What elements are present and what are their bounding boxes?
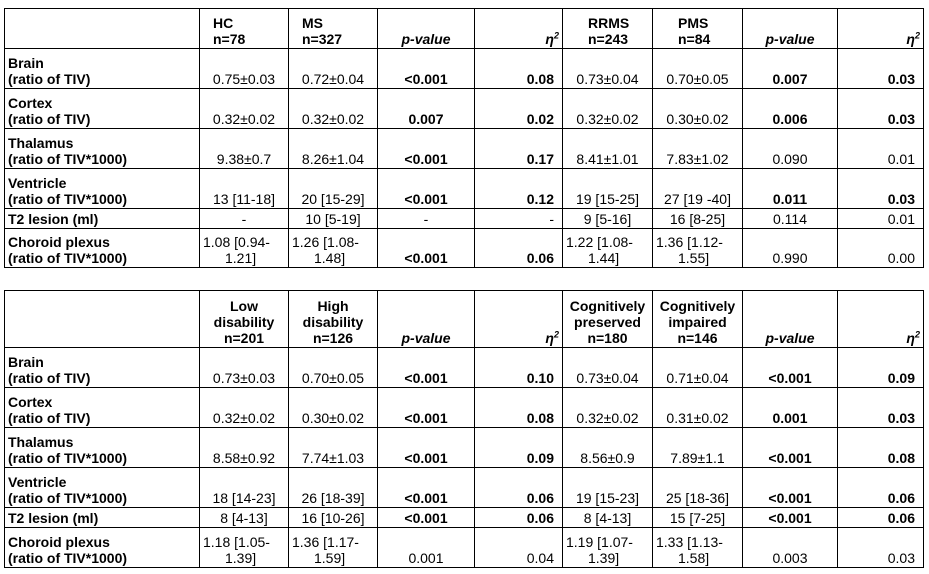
cell-text-line: 0.32±0.02 (576, 410, 639, 426)
cell-eta (838, 89, 924, 129)
row-label-title: Brain (8, 354, 44, 370)
cell-eta (475, 468, 563, 508)
cell-eta (475, 388, 563, 428)
cell-p-value (378, 49, 475, 89)
header-cognitively-impaired: Cognitively impaired n=146 (653, 291, 743, 348)
cell-text-line: 1.39] (588, 550, 620, 566)
cell-group-d (653, 428, 743, 468)
cell-text-line: - (423, 211, 429, 227)
row-label-title: Cortex (8, 95, 53, 111)
row-label-unit: (ratio of TIV*1000) (8, 450, 128, 466)
cell-eta (475, 209, 563, 229)
row-label-unit: (ratio of TIV*1000) (8, 191, 128, 207)
cell-group-d (653, 229, 743, 268)
cell-group-b (289, 428, 378, 468)
cell-text-line: 0.03 (887, 550, 915, 566)
cell-text-line: 1.18 [1.05- (203, 534, 270, 550)
table-row (5, 388, 924, 428)
cell-text-line: <0.001 (404, 450, 448, 466)
cell-text-line: 0.70±0.05 (301, 370, 365, 386)
cell-text-line: 19 [15-23] (575, 490, 640, 506)
cell-text-line: 0.01 (887, 151, 915, 167)
cell-text-line: 7.74±1.03 (301, 450, 365, 466)
cell-text-line: 0.09 (526, 450, 554, 466)
cell-group-a (200, 229, 289, 268)
cell-text-line: 0.70±0.05 (666, 71, 729, 87)
cell-group-c (563, 468, 653, 508)
cell-text-line: 0.32±0.02 (301, 111, 365, 127)
cell-p-value (378, 528, 475, 568)
cell-text-line: 0.72±0.04 (301, 71, 365, 87)
cell-text-line: 0.03 (887, 71, 915, 87)
cell-text-line: 8.56±0.9 (580, 450, 635, 466)
cell-eta (475, 169, 563, 209)
cell-text-line: 0.011 (772, 191, 808, 207)
cell-text-line: 1.36 [1.17- (292, 534, 359, 550)
cell-group-c (563, 388, 653, 428)
cell-eta (838, 49, 924, 89)
cell-p-value (378, 428, 475, 468)
cell-text-line: <0.001 (404, 490, 448, 506)
cell-group-c (563, 508, 653, 528)
cell-group-b (289, 49, 378, 89)
cell-text-line: 0.30±0.02 (301, 410, 365, 426)
cell-eta (475, 89, 563, 129)
cell-p-value (743, 508, 838, 528)
cell-group-c (563, 49, 653, 89)
header-corner-cell (5, 291, 200, 348)
cell-text-line: 0.71±0.04 (666, 370, 729, 386)
cell-text-line: 27 [19 -40] (664, 191, 731, 207)
cell-text-line: <0.001 (768, 490, 812, 506)
header-eta: $\eta^2$ (838, 9, 924, 49)
cell-text-line: 1.08 [0.94- (203, 234, 270, 250)
cell-eta (838, 209, 924, 229)
cell-p-value (743, 528, 838, 568)
cell-p-value (743, 229, 838, 268)
cell-group-a (200, 388, 289, 428)
cell-text-line: 1.21] (225, 250, 257, 266)
cell-eta (475, 428, 563, 468)
cell-text-line: 1.58] (678, 550, 710, 566)
cell-group-b (289, 229, 378, 268)
cell-text-line: 7.83±1.02 (666, 151, 729, 167)
row-label-title: Thalamus (8, 434, 74, 450)
cell-p-value (743, 468, 838, 508)
row-label-unit: (ratio of TIV*1000) (8, 550, 128, 566)
cell-text-line: 0.08 (526, 410, 554, 426)
cell-p-value (743, 428, 838, 468)
cell-group-b (289, 209, 378, 229)
cell-eta (838, 528, 924, 568)
table-row (5, 169, 924, 209)
cell-text-line: - (549, 211, 554, 227)
cell-group-c (563, 209, 653, 229)
row-label (5, 89, 200, 129)
row-label-title: Ventricle (8, 474, 67, 490)
row-label-title: Cortex (8, 394, 53, 410)
header-low-disability: Low disability n=201 (200, 291, 289, 348)
cell-text-line: 0.007 (772, 71, 808, 87)
cell-text-line: 1.26 [1.08- (292, 234, 359, 250)
cell-text-line: <0.001 (404, 370, 448, 386)
cell-text-line: 0.30±0.02 (666, 111, 729, 127)
cell-p-value (378, 229, 475, 268)
cell-group-d (653, 89, 743, 129)
table-row (5, 348, 924, 388)
cell-p-value (378, 129, 475, 169)
cell-text-line: 0.03 (887, 191, 915, 207)
row-label-unit: (ratio of TIV) (8, 410, 91, 426)
cell-text-line: 0.001 (408, 550, 444, 566)
comparison-table-disability-cognition (4, 290, 924, 568)
header-eta: $\eta^2$ (838, 291, 924, 348)
table-row (5, 209, 924, 229)
cell-text-line: 19 [15-25] (575, 191, 640, 207)
row-label-title: Ventricle (8, 175, 67, 191)
cell-text-line: 25 [18-36] (665, 490, 730, 506)
cell-text-line: <0.001 (404, 410, 448, 426)
cell-text-line: 20 [15-29] (301, 191, 365, 207)
cell-text-line: 1.33 [1.13- (656, 534, 723, 550)
cell-text-line: 0.090 (772, 151, 808, 167)
row-label (5, 528, 200, 568)
cell-p-value (378, 508, 475, 528)
cell-group-b (289, 468, 378, 508)
cell-text-line: <0.001 (404, 510, 448, 526)
cell-group-b (289, 528, 378, 568)
row-label-title: Thalamus (8, 135, 74, 151)
row-label (5, 348, 200, 388)
header-pms: PMS n=84 (653, 9, 743, 49)
header-p-value: p-value (743, 9, 838, 49)
cell-text-line: 0.003 (772, 550, 808, 566)
cell-group-a (200, 129, 289, 169)
cell-text-line: 1.36 [1.12- (656, 234, 723, 250)
table-row (5, 508, 924, 528)
cell-text-line: 0.02 (526, 111, 554, 127)
header-eta: $\eta^2$ (475, 9, 563, 49)
cell-group-d (653, 49, 743, 89)
cell-eta (475, 129, 563, 169)
cell-text-line: 0.32±0.02 (212, 410, 276, 426)
cell-text-line: 0.06 (526, 490, 554, 506)
header-rrms: RRMS n=243 (563, 9, 653, 49)
cell-p-value (378, 388, 475, 428)
header-row (5, 9, 924, 49)
row-label (5, 129, 200, 169)
header-p-value: p-value (743, 291, 838, 348)
cell-group-a (200, 528, 289, 568)
row-label-title: T2 lesion (ml) (8, 211, 99, 227)
cell-text-line: 0.06 (526, 510, 554, 526)
cell-group-c (563, 528, 653, 568)
cell-text-line: 10 [5-19] (305, 211, 361, 227)
cell-text-line: 0.08 (526, 71, 554, 87)
row-label-unit: (ratio of TIV*1000) (8, 151, 128, 167)
cell-eta (475, 229, 563, 268)
table-row (5, 468, 924, 508)
cell-p-value (743, 209, 838, 229)
cell-eta (838, 508, 924, 528)
cell-group-d (653, 348, 743, 388)
cell-text-line: 7.89±1.1 (670, 450, 725, 466)
cell-text-line: 26 [18-39] (301, 490, 365, 506)
header-eta: $\eta^2$ (475, 291, 563, 348)
cell-text-line: 13 [11-18] (212, 191, 275, 207)
row-label-title: Brain (8, 55, 44, 71)
cell-text-line: 0.73±0.04 (576, 71, 639, 87)
cell-p-value (743, 388, 838, 428)
row-label (5, 508, 200, 528)
table-row (5, 89, 924, 129)
cell-group-a (200, 508, 289, 528)
cell-group-c (563, 129, 653, 169)
cell-group-a (200, 209, 289, 229)
cell-p-value (743, 348, 838, 388)
header-row (5, 291, 924, 348)
cell-eta (838, 468, 924, 508)
cell-group-a (200, 468, 289, 508)
cell-text-line: 1.39] (225, 550, 257, 566)
cell-text-line: 0.10 (526, 370, 554, 386)
cell-text-line: 0.04 (526, 550, 554, 566)
cell-text-line: <0.001 (768, 370, 812, 386)
cell-text-line: 0.007 (408, 111, 444, 127)
row-label-unit: (ratio of TIV*1000) (8, 250, 128, 266)
cell-eta (475, 508, 563, 528)
cell-p-value (378, 169, 475, 209)
cell-text-line: 1.48] (314, 250, 346, 266)
cell-text-line: 0.00 (887, 250, 915, 266)
cell-text-line: 1.44] (588, 250, 620, 266)
cell-text-line: 0.09 (887, 370, 915, 386)
cell-group-a (200, 49, 289, 89)
row-label-unit: (ratio of TIV) (8, 370, 91, 386)
cell-text-line: 0.32±0.02 (212, 111, 276, 127)
cell-text-line: 0.01 (887, 211, 915, 227)
row-label-unit: (ratio of TIV) (8, 111, 91, 127)
cell-text-line: 1.22 [1.08- (566, 234, 633, 250)
comparison-table-hc-ms (4, 8, 924, 268)
cell-text-line: 0.12 (526, 191, 554, 207)
cell-text-line: 0.08 (887, 450, 915, 466)
cell-text-line: 8 [4-13] (220, 510, 268, 526)
cell-group-b (289, 508, 378, 528)
cell-text-line: 0.06 (887, 490, 915, 506)
cell-text-line: 1.59] (314, 550, 346, 566)
cell-group-b (289, 348, 378, 388)
cell-text-line: 15 [7-25] (669, 510, 726, 526)
cell-p-value (378, 209, 475, 229)
cell-eta (838, 428, 924, 468)
cell-group-d (653, 468, 743, 508)
row-label-title: Choroid plexus (8, 534, 110, 550)
cell-text-line: 0.006 (772, 111, 808, 127)
cell-group-d (653, 209, 743, 229)
cell-text-line: 9 [5-16] (583, 211, 632, 227)
header-high-disability: High disability n=126 (289, 291, 378, 348)
cell-text-line: 0.001 (772, 410, 808, 426)
table-row (5, 229, 924, 268)
table-row (5, 129, 924, 169)
row-label (5, 169, 200, 209)
row-label (5, 49, 200, 89)
cell-group-a (200, 428, 289, 468)
table-row (5, 49, 924, 89)
cell-p-value (743, 89, 838, 129)
cell-p-value (378, 89, 475, 129)
cell-p-value (378, 348, 475, 388)
cell-text-line: 8.26±1.04 (301, 151, 365, 167)
cell-group-a (200, 348, 289, 388)
row-label (5, 388, 200, 428)
header-corner-cell (5, 9, 200, 49)
cell-text-line: 9.38±0.7 (216, 151, 272, 167)
cell-eta (475, 348, 563, 388)
cell-text-line: 8.41±1.01 (576, 151, 639, 167)
cell-group-d (653, 388, 743, 428)
header-hc: HC n=78 (200, 9, 289, 49)
cell-text-line: 0.03 (887, 111, 915, 127)
cell-group-c (563, 428, 653, 468)
cell-text-line: <0.001 (768, 450, 812, 466)
cell-p-value (743, 49, 838, 89)
cell-text-line: 0.31±0.02 (666, 410, 729, 426)
header-p-value: p-value (378, 9, 475, 49)
cell-text-line: <0.001 (404, 191, 448, 207)
cell-eta (475, 49, 563, 89)
cell-eta (838, 129, 924, 169)
cell-text-line: 0.114 (773, 211, 807, 227)
cell-text-line: 18 [14-23] (212, 490, 276, 506)
cell-group-b (289, 169, 378, 209)
cell-text-line: 0.73±0.03 (212, 370, 276, 386)
cell-eta (838, 388, 924, 428)
row-label (5, 229, 200, 268)
cell-text-line: 0.32±0.02 (576, 111, 639, 127)
row-label (5, 468, 200, 508)
cell-text-line: 16 [8-25] (669, 211, 726, 227)
cell-group-b (289, 129, 378, 169)
row-label-unit: (ratio of TIV) (8, 71, 91, 87)
table-row (5, 528, 924, 568)
cell-group-c (563, 348, 653, 388)
cell-text-line: 1.55] (678, 250, 710, 266)
cell-text-line: 0.73±0.04 (576, 370, 639, 386)
cell-group-b (289, 388, 378, 428)
cell-text-line: <0.001 (404, 250, 448, 266)
cell-text-line: 0.990 (772, 250, 808, 266)
row-label-title: T2 lesion (ml) (8, 510, 99, 526)
cell-group-d (653, 169, 743, 209)
cell-p-value (743, 169, 838, 209)
cell-group-a (200, 169, 289, 209)
cell-text-line: <0.001 (404, 71, 448, 87)
row-label (5, 428, 200, 468)
cell-text-line: 0.06 (887, 510, 915, 526)
row-label-title: Choroid plexus (8, 234, 110, 250)
cell-group-c (563, 89, 653, 129)
cell-p-value (743, 129, 838, 169)
cell-group-d (653, 508, 743, 528)
cell-eta (475, 528, 563, 568)
cell-group-a (200, 89, 289, 129)
cell-text-line: 0.17 (526, 151, 554, 167)
cell-group-c (563, 169, 653, 209)
row-label (5, 209, 200, 229)
cell-eta (838, 348, 924, 388)
header-cognitively-preserved: Cognitively preserved n=180 (563, 291, 653, 348)
cell-text-line: <0.001 (404, 151, 448, 167)
cell-text-line: 0.03 (887, 410, 915, 426)
header-p-value: p-value (378, 291, 475, 348)
row-label-unit: (ratio of TIV*1000) (8, 490, 128, 506)
header-ms: MS n=327 (289, 9, 378, 49)
cell-text-line: 1.19 [1.07- (566, 534, 633, 550)
cell-text-line: - (241, 211, 247, 227)
cell-text-line: 8.58±0.92 (212, 450, 276, 466)
cell-eta (838, 169, 924, 209)
cell-group-d (653, 528, 743, 568)
cell-group-c (563, 229, 653, 268)
cell-text-line: 8 [4-13] (583, 510, 632, 526)
cell-text-line: <0.001 (768, 510, 812, 526)
cell-text-line: 0.75±0.03 (212, 71, 276, 87)
cell-group-d (653, 129, 743, 169)
cell-p-value (378, 468, 475, 508)
cell-group-b (289, 89, 378, 129)
table-row (5, 428, 924, 468)
cell-eta (838, 229, 924, 268)
cell-text-line: 16 [10-26] (301, 510, 365, 526)
cell-text-line: 0.06 (526, 250, 554, 266)
